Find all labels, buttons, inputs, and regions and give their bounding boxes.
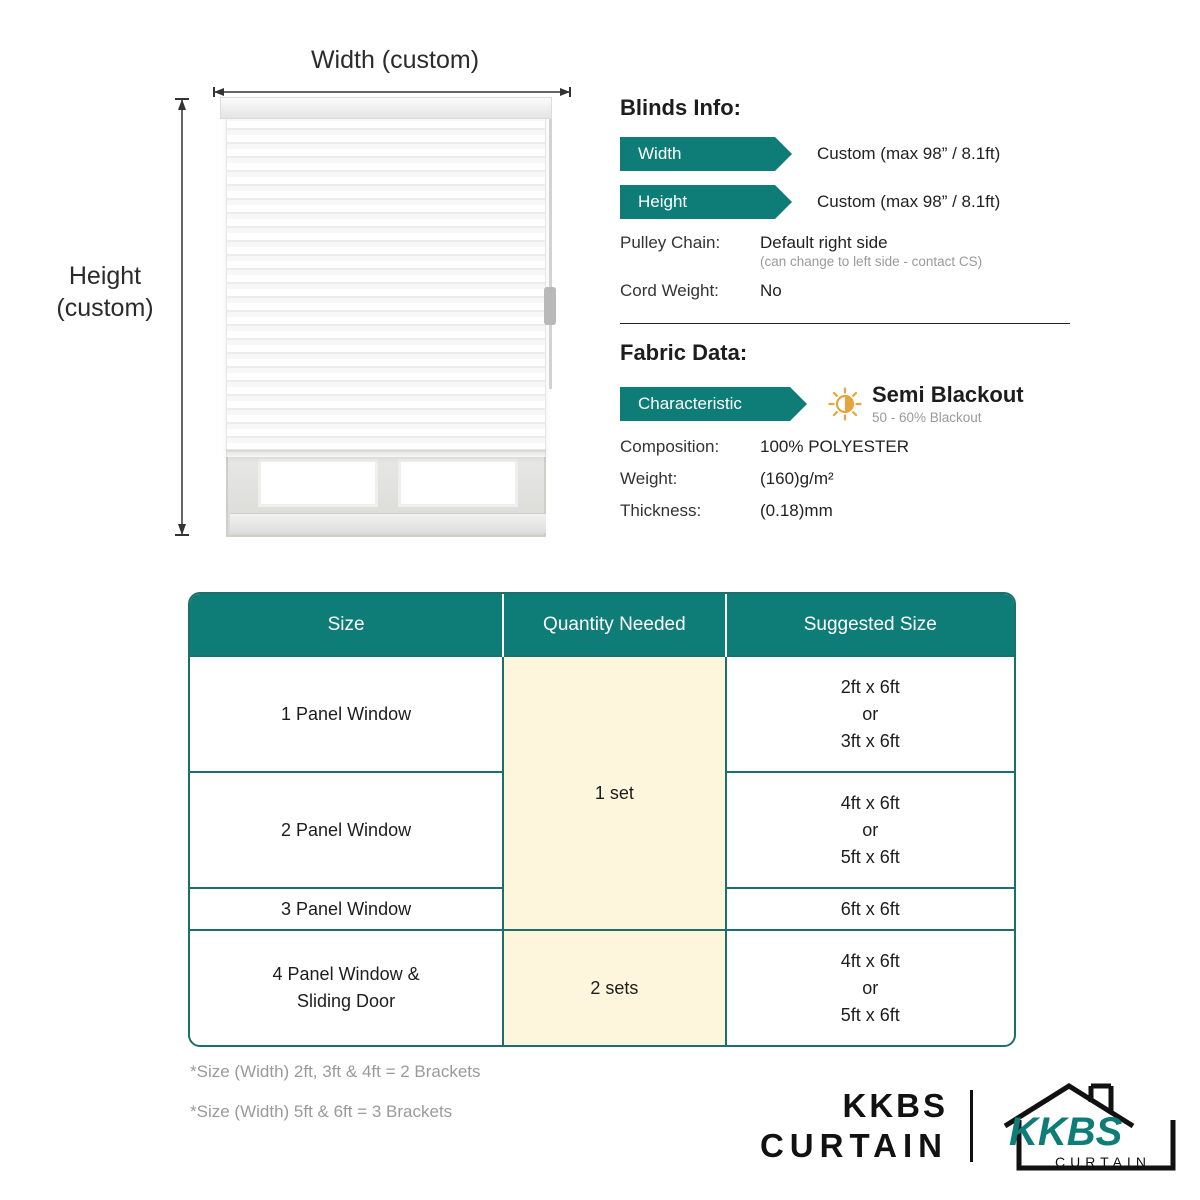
info-row-width <box>620 137 1180 171</box>
brand-line-2: CURTAIN <box>759 1127 948 1164</box>
brand-block <box>760 1080 1180 1172</box>
thickness-key: Thickness: <box>620 501 702 520</box>
cell-size-4 <box>190 930 503 1045</box>
info-row-height <box>620 185 1180 219</box>
header-size: Size <box>190 594 503 656</box>
height-dimension-label: Height (custom) <box>56 262 154 322</box>
cell-size-1: 1 Panel Window <box>190 656 503 772</box>
info-row-composition <box>620 437 1180 457</box>
brand-wordmark <box>760 1086 948 1166</box>
kkbs-logo <box>995 1080 1180 1172</box>
info-row-cord <box>620 281 1180 301</box>
blind-shadow <box>226 449 546 457</box>
width-value: Custom (max 98” / 8.1ft) <box>817 144 1001 163</box>
pulley-chain <box>549 119 552 389</box>
suggested-4-or: or <box>862 977 879 998</box>
composition-key: Composition: <box>620 437 720 456</box>
cord-weight-key: Cord Weight: <box>620 281 719 300</box>
footnote-1: *Size (Width) 2ft, 3ft & 4ft = 2 Brackets <box>190 1062 481 1081</box>
semi-blackout-sun-icon <box>828 387 862 421</box>
blind-headrail <box>220 97 552 119</box>
pulley-chain-key: Pulley Chain: <box>620 233 721 252</box>
height-value: Custom (max 98” / 8.1ft) <box>817 192 1001 211</box>
window-sill <box>230 513 546 533</box>
width-dimension-label: Width (custom) <box>310 46 480 74</box>
brand-line-1: KKBS <box>842 1087 948 1124</box>
brand-divider <box>970 1090 973 1162</box>
suggested-2-b: 5ft x 6ft <box>840 846 900 867</box>
suggested-1-b: 3ft x 6ft <box>840 730 900 751</box>
suggested-2-a: 4ft x 6ft <box>840 792 900 813</box>
window-frame <box>226 449 546 537</box>
composition-value: 100% POLYESTER <box>760 437 909 456</box>
info-panel <box>620 95 1180 521</box>
size-4-line1: 4 Panel Window & <box>272 964 420 985</box>
suggested-4-b: 5ft x 6ft <box>840 1004 900 1025</box>
fabric-data-title: Fabric Data: <box>620 340 748 365</box>
pulley-chain-note: (can change to left side - contact CS) <box>760 254 983 269</box>
info-row-pulley <box>620 233 1180 253</box>
window-pane-right <box>398 459 518 507</box>
cord-weight-value: No <box>760 281 782 300</box>
cell-suggested-3: 6ft x 6ft <box>726 888 1014 930</box>
characteristic-value: Semi Blackout <box>872 382 1024 407</box>
header-quantity: Quantity Needed <box>503 594 725 656</box>
size-guide-table <box>188 592 1016 1047</box>
table-row <box>190 656 1014 772</box>
table-header-row <box>190 594 1014 656</box>
logo-subtext: CURTAIN <box>1055 1154 1151 1170</box>
weight-key: Weight: <box>620 469 678 488</box>
size-4-line2: Sliding Door <box>297 991 396 1012</box>
pulley-chain-grip <box>544 287 556 325</box>
suggested-4-a: 4ft x 6ft <box>840 950 900 971</box>
cell-size-3: 3 Panel Window <box>190 888 503 930</box>
width-chevron-label: Width <box>620 137 775 171</box>
logo-wordmark: KKBS <box>1009 1110 1123 1154</box>
weight-value: (160)g/m² <box>760 469 834 488</box>
cell-size-2: 2 Panel Window <box>190 772 503 888</box>
footnote-2: *Size (Width) 5ft & 6ft = 3 Brackets <box>190 1102 453 1121</box>
cell-suggested-4 <box>726 930 1014 1045</box>
cell-suggested-2 <box>726 772 1014 888</box>
window-pane-left <box>258 459 378 507</box>
blinds-info-title: Blinds Info: <box>620 95 741 120</box>
table-row <box>190 930 1014 1045</box>
cell-qty-1set: 1 set <box>503 656 725 930</box>
suggested-1-a: 2ft x 6ft <box>840 676 900 697</box>
blind-illustration <box>0 0 600 560</box>
info-row-characteristic <box>620 382 1180 425</box>
section-divider <box>620 323 1070 324</box>
window-blind-graphic <box>212 97 557 537</box>
thickness-value: (0.18)mm <box>760 501 833 520</box>
cell-qty-2sets: 2 sets <box>503 930 725 1045</box>
footnotes <box>190 1062 810 1142</box>
suggested-1-or: or <box>862 703 879 724</box>
characteristic-subtext: 50 - 60% Blackout <box>872 410 982 425</box>
characteristic-chevron-label: Characteristic <box>620 387 790 421</box>
pulley-chain-value: Default right side <box>760 233 888 252</box>
height-dimension-arrow <box>175 97 189 537</box>
info-row-thickness <box>620 501 1180 521</box>
pleated-blind-fabric <box>226 107 546 457</box>
info-row-weight <box>620 469 1180 489</box>
width-dimension-arrow <box>212 87 572 97</box>
header-suggested-size: Suggested Size <box>726 594 1014 656</box>
suggested-2-or: or <box>862 819 879 840</box>
height-chevron-label: Height <box>620 185 775 219</box>
cell-suggested-1 <box>726 656 1014 772</box>
